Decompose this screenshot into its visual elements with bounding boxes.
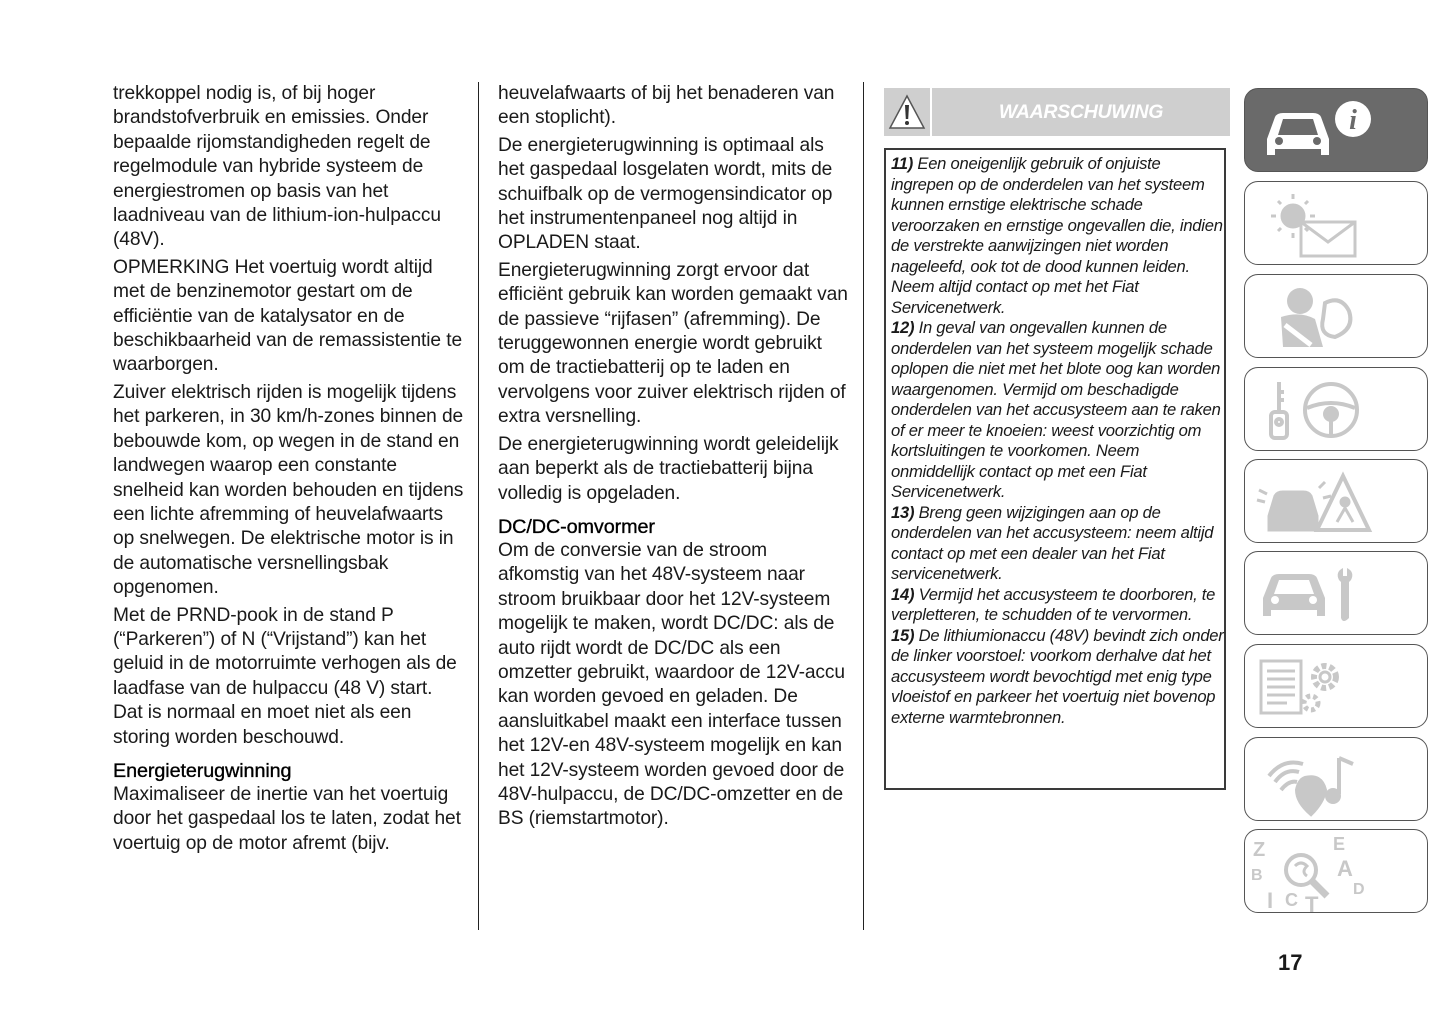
index-letter: D [1353,881,1365,898]
text-column-1 [113,82,465,859]
tab-safety[interactable] [1244,274,1428,358]
multimedia-music-icon [1245,738,1429,822]
paragraph: Zuiver elektrisch rijden is mogelijk tijdens het parkeren, in 30 km/h-zones binnen de bebouwde kom, op wegen in de stand en landwegen waarop een constante snelheid kan worden behouden en tijdens een lichte afremming of heuvelafwaarts op snelwegen. De elektrische motor is in de automatische versnellingsbak opgenomen. [113,381,464,599]
paragraph: OPMERKING Het voertuig wordt altijd met de benzinemotor gestart om de efficiëntie van de katalysator en de beschikbaarheid van de remassistentie te waarborgen. [113,256,463,376]
warning-box [884,148,1226,790]
warning-item-text: Een oneigenlijk gebruik of onjuiste ingrepen op de onderdelen van het systeem kunnen ernstige elektrische schade veroorzaken en ernstige ongevallen die, indien de verstrekte aanwijzingen niet worden nageleefd, ook tot de dood kunnen leiden. Neem altijd contact op met het Fiat Servicenetwerk. [891,154,1223,317]
warning-item-text: Breng geen wijzigingen aan op de onderdelen van het accusysteem: neem altijd contact op met een dealer van het Fiat servicenetwerk. [891,502,1214,583]
paragraph: trekkoppel nodig is, of bij hoger brandstofverbruik en emissies. Onder bepaalde rijomstandigheden regelt de regelmodule van hybride systeem de energiestromen op basis van het laadniveau van de lithium-ion-hulpaccu (48V). [113,83,441,251]
paragraph: Met de PRND-pook in de stand P (“Parkeren”) of N (“Vrijstand”) kan het geluid in de motorruimte verhogen als de laadfase van de hulpaccu (48 V) start. Dat is normaal en moet niet als een storing worden beschouwd. [113,604,457,748]
tab-starting-driving[interactable] [1244,367,1428,451]
warning-item [891,626,1224,729]
section-heading: Energieterugwinning [113,759,292,782]
warning-triangle-icon [884,88,932,136]
paragraph: De energieterugwinning is optimaal als het gaspedaal losgelaten wordt, mits de schuifbalk op de vermogensindicator op het instrumentenpaneel nog altijd in OPLADEN staat. [498,134,833,254]
index-letter: C [1285,890,1298,910]
page-number: 17 [1278,950,1303,975]
warning-title: WAARSCHUWING [998,101,1164,123]
warning-item-text: De lithiumionaccu (48V) bevindt zich onder de linker voorstoel: voorkom derhalve dat het accusysteem wordt bevochtigd met enig type vloeistof en parkeer het voertuig niet bovenop externe warmtebronnen. [891,625,1224,727]
warning-item-number: 12) [891,318,915,337]
paragraph: Om de conversie van de stroom afkomstig van het 48V-systeem naar stroom bruikbaar door het 12V-systeem mogelijk te maken, wordt DC/DC: als de auto rijdt wordt de DC/DC als een omzetter gebruikt, waardoor de 12V-accu kan worden gevoed en geladen. De aansluitkabel maakt een interface tussen het 12V-en 48V-systeem mogelijk en kan het 12V-systeem worden gevoed door de 48V-hulpaccu, de DC/DC-omzetter en de BS (riemstartmotor). [498,539,845,830]
tab-technical-data[interactable] [1244,644,1428,728]
warning-item [891,154,1224,318]
tab-emergency[interactable] [1244,459,1428,543]
alphabetical-index-icon [1245,830,1429,914]
index-letter: I [1267,888,1274,913]
column-divider [478,82,479,930]
text-column-2 [498,82,850,835]
key-steering-wheel-icon [1245,368,1429,452]
warning-item-number: 14) [891,584,915,604]
car-maintenance-wrench-icon [1245,552,1429,636]
warning-header [884,88,1230,136]
tab-multimedia[interactable] [1244,737,1428,821]
airbag-passenger-icon [1245,275,1429,359]
warning-item-number: 11) [891,154,914,173]
index-letter: B [1251,867,1263,884]
tab-maintenance[interactable] [1244,551,1428,635]
index-letter: T [1305,892,1319,914]
breakdown-warning-triangle-icon [1245,460,1429,544]
paragraph: Maximaliseer de inertie van het voertuig door het gaspedaal los te laten, zodat het voertuig op de motor afremt (bijv. [113,783,461,854]
warning-item-text: Vermijd het accusysteem te doorboren, te verpletteren, te schudden of te vervormen. [891,584,1216,624]
tab-index[interactable] [1244,829,1428,913]
warning-item [891,318,1224,503]
index-letter: E [1333,834,1346,854]
paragraph: De energieterugwinning wordt geleidelijk aan beperkt als de tractiebatterij bijna volledig is opgeladen. [498,433,839,504]
index-letter: A [1337,856,1353,881]
car-info-icon [1245,89,1429,173]
tab-warning-lights[interactable] [1244,181,1428,265]
paragraph: heuvelafwaarts of bij het benaderen van een stoplicht). [498,83,835,129]
column-divider [863,82,864,930]
section-heading: DC/DC-omvormer [498,515,655,538]
warning-item [891,585,1224,626]
warning-item-text: In geval van ongevallen kunnen de onderdelen van het systeem mogelijk schade oplopen die niet met het blote oog kan worden waargenomen. Vermijd om beschadigde onderdelen van het accusysteem aan te raken of er meer te knoeien: weest voorzichtig om kortsluitingen te voorkomen. Neem onmiddellijk contact op met een Fiat Servicenetwerk. [891,318,1221,501]
warning-lights-message-icon [1245,182,1429,266]
tab-car-info[interactable] [1244,88,1428,172]
index-letter: Z [1253,839,1266,861]
warning-item-number: 15) [891,625,915,645]
warning-item-number: 13) [891,502,915,522]
technical-data-gear-icon [1245,645,1429,729]
svg-text:i: i [1349,105,1357,136]
warning-item [891,503,1224,585]
paragraph: Energieterugwinning zorgt ervoor dat efficiënt gebruik kan worden gemaakt van de passieve “rijfasen” (afremming). De teruggewonnen energie wordt gebruikt om de tractiebatterij op te laden en vervolgens voor zuiver elektrisch rijden of extra versnelling. [498,259,848,428]
